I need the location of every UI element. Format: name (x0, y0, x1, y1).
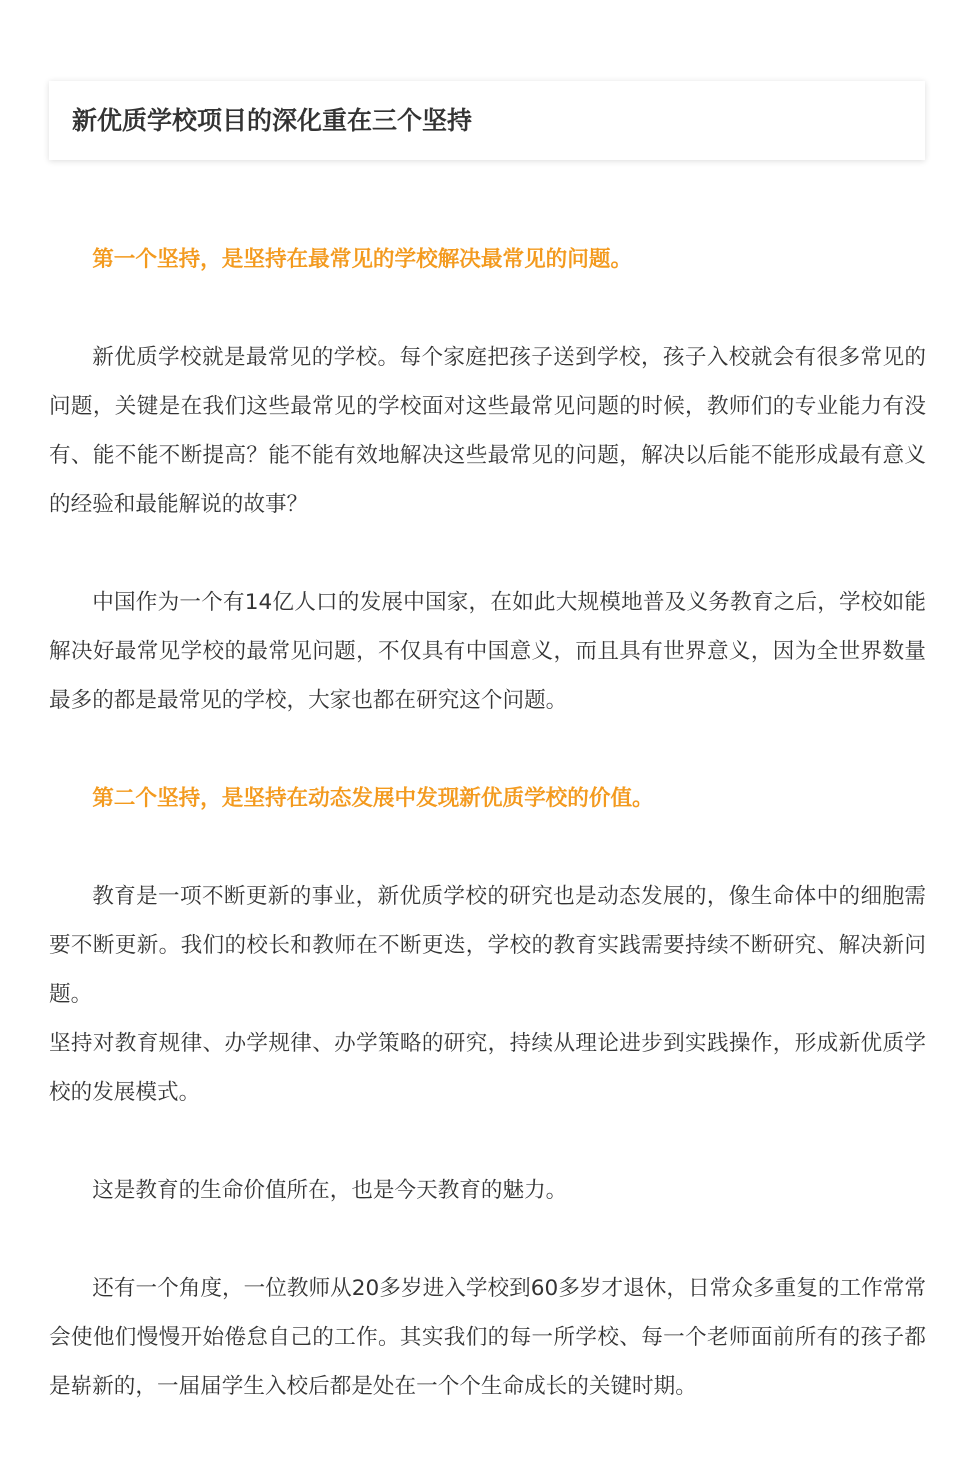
spacer (49, 1215, 926, 1264)
article-title: 新优质学校项目的深化重在三个坚持 (72, 106, 473, 135)
section-heading-first-persistence: 第一个坚持，是坚持在最常见的学校解决最常见的问题。 (92, 247, 633, 272)
spacer (49, 725, 926, 774)
spacer (49, 529, 926, 578)
spacer (49, 284, 926, 333)
section-heading-second-persistence: 第二个坚持，是坚持在动态发展中发现新优质学校的价值。 (92, 786, 654, 811)
paragraph-research-model: 坚持对教育规律、办学规律、办学策略的研究，持续从理论进步到实践操作，形成新优质学校的发展模式。 (49, 1031, 926, 1105)
article-body (49, 235, 926, 1411)
paragraph-teacher-perspective: 还有一个角度，一位教师从20多岁进入学校到60多岁才退休，日常众多重复的工作常常会使他们慢慢开始倦怠自己的工作。其实我们的每一所学校、每一个老师面前所有的孩子都是崭新的，一届届学生入校后都是处在一个个生命成长的关键时期。 (49, 1276, 926, 1399)
spacer (49, 1117, 926, 1166)
spacer (49, 823, 926, 872)
paragraph-life-value: 这是教育的生命价值所在，也是今天教育的魅力。 (92, 1178, 568, 1203)
paragraph-education-renewal: 教育是一项不断更新的事业，新优质学校的研究也是动态发展的，像生命体中的细胞需要不断更新。我们的校长和教师在不断更迭，学校的教育实践需要持续不断研究、解决新问题。 (49, 884, 926, 1007)
title-card (49, 81, 925, 160)
paragraph-china-significance: 中国作为一个有14亿人口的发展中国家，在如此大规模地普及义务教育之后，学校如能解决好最常见学校的最常见问题，不仅具有中国意义，而且具有世界意义，因为全世界数量最多的都是最常见的学校，大家也都在研究这个问题。 (49, 590, 926, 713)
paragraph-common-schools: 新优质学校就是最常见的学校。每个家庭把孩子送到学校，孩子入校就会有很多常见的问题，关键是在我们这些最常见的学校面对这些最常见问题的时候，教师们的专业能力有没有、能不能不断提高？能不能有效地解决这些最常见的问题，解决以后能不能形成最有意义的经验和最能解说的故事？ (49, 345, 926, 517)
